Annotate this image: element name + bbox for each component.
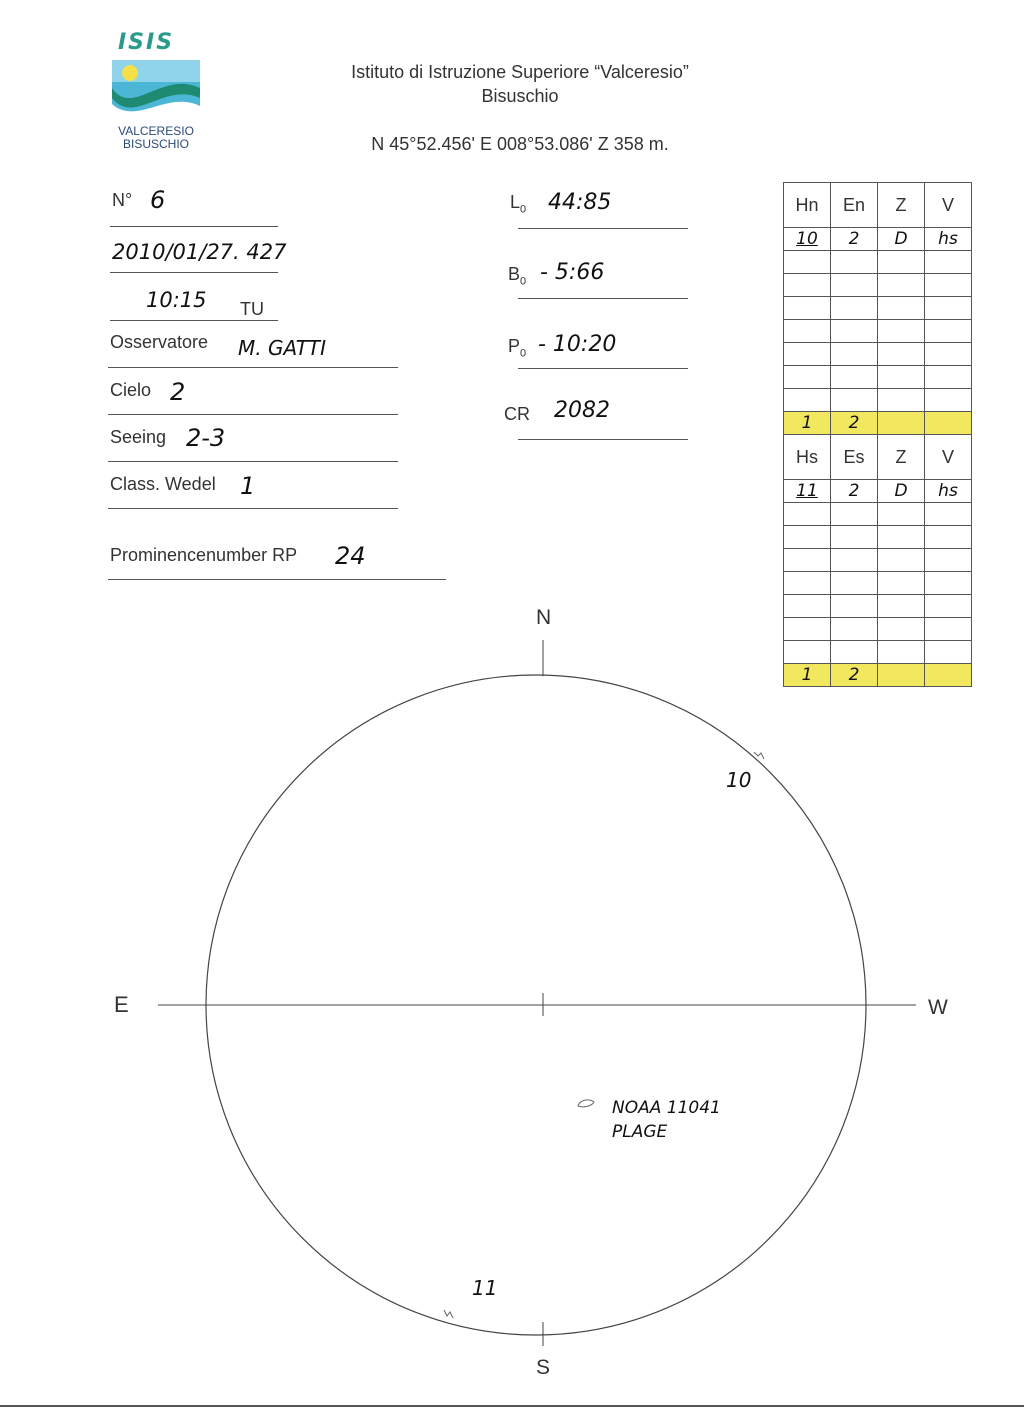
prominence-label: Prominencenumber RP <box>110 545 298 565</box>
sky-label: Cielo <box>110 380 152 400</box>
south-cell: hs <box>925 480 972 503</box>
observer-label: Osservatore <box>110 332 209 352</box>
observer-value: M. GATTI <box>238 336 327 360</box>
cr-label: CR <box>504 404 530 424</box>
south-label: S <box>536 1356 551 1379</box>
plage-note-line2: PLAGE <box>612 1122 668 1142</box>
cr-value: 2082 <box>554 398 610 423</box>
observatory-coordinates: N 45°52.456' E 008°53.086' Z 358 m. <box>371 134 669 154</box>
north-total-groups: 1 <box>784 412 831 435</box>
p0-label: $P_0$ <box>508 336 527 360</box>
wedel-value: 1 <box>240 472 256 500</box>
north-total-elements: 2 <box>831 412 878 435</box>
institute-town: Bisuschio <box>481 86 559 106</box>
west-label: W <box>928 996 948 1019</box>
seeing-label: Seeing <box>110 427 167 447</box>
south-cell: 11 <box>784 480 831 503</box>
group-south-label: 11 <box>472 1276 498 1300</box>
l0-value: 44:85 <box>548 190 612 215</box>
south-cell: D <box>878 480 925 503</box>
south-header-v: V <box>925 435 972 480</box>
sky-value: 2 <box>170 378 186 406</box>
number-label: N° <box>112 190 133 210</box>
north-header-elements: En <box>831 183 878 228</box>
b0-value: - 5:66 <box>540 260 605 285</box>
plage-sketch <box>578 1100 594 1107</box>
south-header-groups: Hs <box>784 435 831 480</box>
south-total-groups: 1 <box>784 664 831 687</box>
prominence-mark-south <box>444 1310 453 1318</box>
north-header-v: V <box>925 183 972 228</box>
plage-note-line1: NOAA 11041 <box>612 1098 721 1118</box>
wedel-label: Class. Wedel <box>110 474 216 494</box>
south-header-zurich: Z <box>878 435 925 480</box>
south-cell: 2 <box>831 480 878 503</box>
logo-caption-2: BISUSCHIO <box>122 137 189 151</box>
east-label: E <box>114 992 129 1017</box>
north-cell: 2 <box>831 228 878 251</box>
south-total-elements: 2 <box>831 664 878 687</box>
time-unit: TU <box>240 299 264 319</box>
seeing-value: 2-3 <box>186 424 226 452</box>
north-cell: hs <box>925 228 972 251</box>
b0-label: $B_0$ <box>508 264 527 288</box>
north-label: N <box>536 606 552 629</box>
north-cell: 10 <box>784 228 831 251</box>
north-header-groups: Hn <box>784 183 831 228</box>
south-header-elements: Es <box>831 435 878 480</box>
date-value: 2010/01/27. 427 <box>112 240 287 264</box>
institute-name: Istituto di Istruzione Superiore “Valceresio” <box>351 62 689 82</box>
prominence-value: 24 <box>335 542 366 570</box>
north-cell: D <box>878 228 925 251</box>
p0-value: - 10:20 <box>538 332 617 357</box>
time-value: 10:15 <box>146 288 207 312</box>
l0-label: $L_0$ <box>510 192 527 216</box>
group-north-label: 10 <box>726 768 752 792</box>
north-header-zurich: Z <box>878 183 925 228</box>
logo-caption-1: VALCERESIO <box>118 124 194 138</box>
number-value: 6 <box>150 186 166 214</box>
logo-wordmark: ISIS <box>118 30 175 55</box>
